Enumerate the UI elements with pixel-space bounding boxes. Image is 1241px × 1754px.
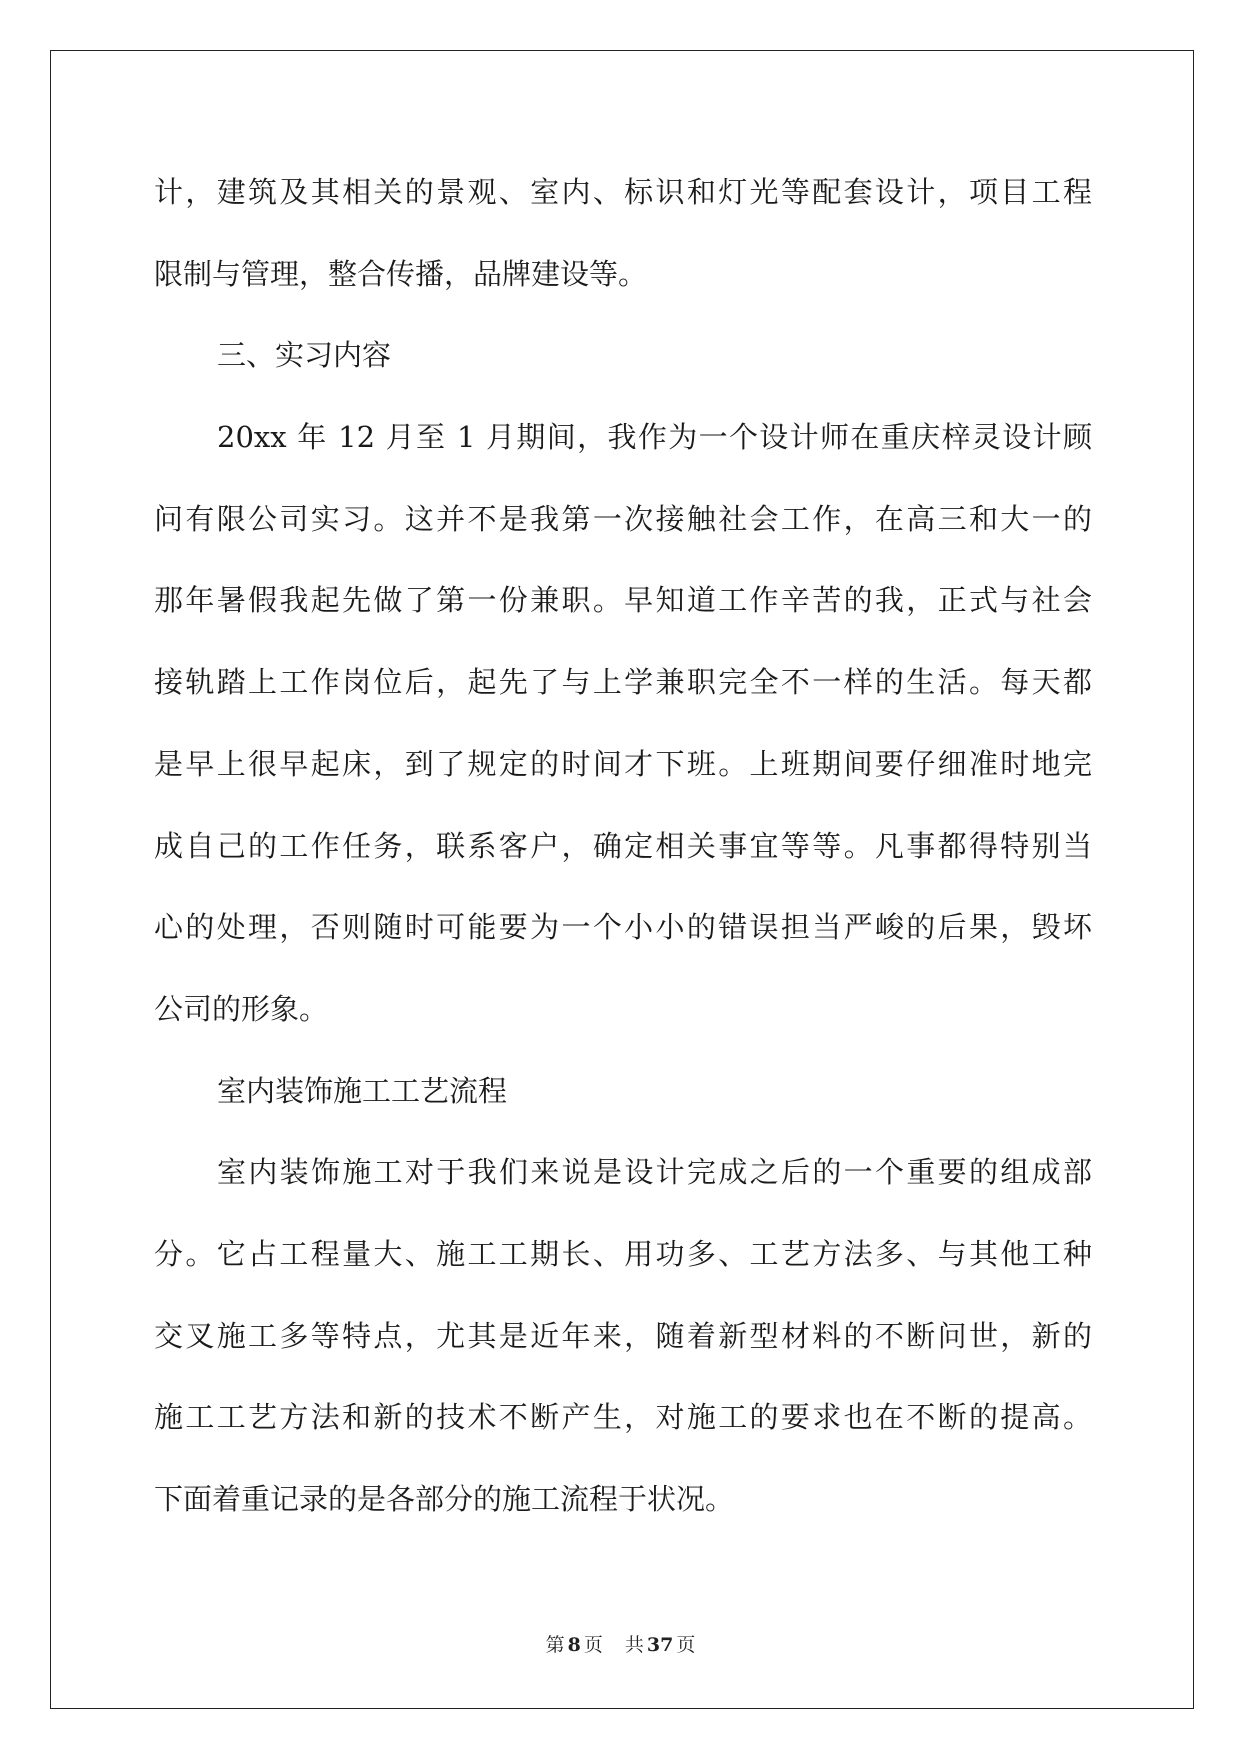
paragraph-line: 是早上很早起床，到了规定的时间才下班。上班期间要仔细准时地完	[154, 746, 1092, 781]
paragraph-line: 室内装饰施工对于我们来说是设计完成之后的一个重要的组成部	[217, 1155, 1092, 1190]
paragraph	[154, 1132, 1092, 1540]
paragraph-line: 接轨踏上工作岗位后，起先了与上学兼职完全不一样的生活。每天都	[154, 665, 1092, 700]
paragraph-line: 下面着重记录的是各部分的施工流程于状况。	[154, 1482, 735, 1516]
section-heading	[154, 315, 1092, 397]
total-pages: 37	[646, 1634, 674, 1656]
paragraph-line: 问有限公司实习。这并不是我第一次接触社会工作，在高三和大一的	[154, 501, 1092, 536]
paragraph-line: 计，建筑及其相关的景观、室内、标识和灯光等配套设计，项目工程	[154, 175, 1092, 209]
paragraph-line: 成自己的工作任务，联系客户，确定相关事宜等等。凡事都得特别当	[154, 828, 1092, 863]
section-heading-text: 三、实习内容	[217, 338, 392, 373]
paragraph-line: 那年暑假我起先做了第一份兼职。早知道工作辛苦的我，正式与社会	[154, 583, 1092, 618]
paragraph-line: 施工工艺方法和新的技术不断产生，对施工的要求也在不断的提高。	[154, 1400, 1092, 1435]
paragraph-line: 交叉施工多等特点，尤其是近年来，随着新型材料的不断问世，新的	[154, 1318, 1092, 1353]
paragraph-line: 20xx 年 12 月至 1 月期间，我作为一个设计师在重庆梓灵设计顾	[217, 420, 1092, 455]
total-pages-suffix: 页	[676, 1634, 696, 1656]
total-pages-prefix: 共	[624, 1634, 644, 1656]
paragraph-line: 心的处理，否则随时可能要为一个小小的错误担当严峻的后果，毁坏	[154, 910, 1092, 945]
page-footer	[0, 1632, 1241, 1658]
page-number-prefix: 第	[545, 1634, 565, 1656]
paragraph	[154, 152, 1092, 315]
section-heading	[154, 1051, 1092, 1133]
paragraph-line: 限制与管理，整合传播，品牌建设等。	[154, 256, 648, 291]
document-body	[154, 152, 1092, 1541]
page-number: 8	[567, 1634, 581, 1656]
paragraph-line: 分。它占工程量大、施工工期长、用功多、工艺方法多、与其他工种	[154, 1236, 1092, 1271]
section-heading-text: 室内装饰施工工艺流程	[217, 1073, 508, 1108]
page-number-suffix: 页	[583, 1634, 603, 1656]
paragraph	[154, 397, 1092, 1051]
paragraph-line: 公司的形象。	[154, 991, 329, 1026]
